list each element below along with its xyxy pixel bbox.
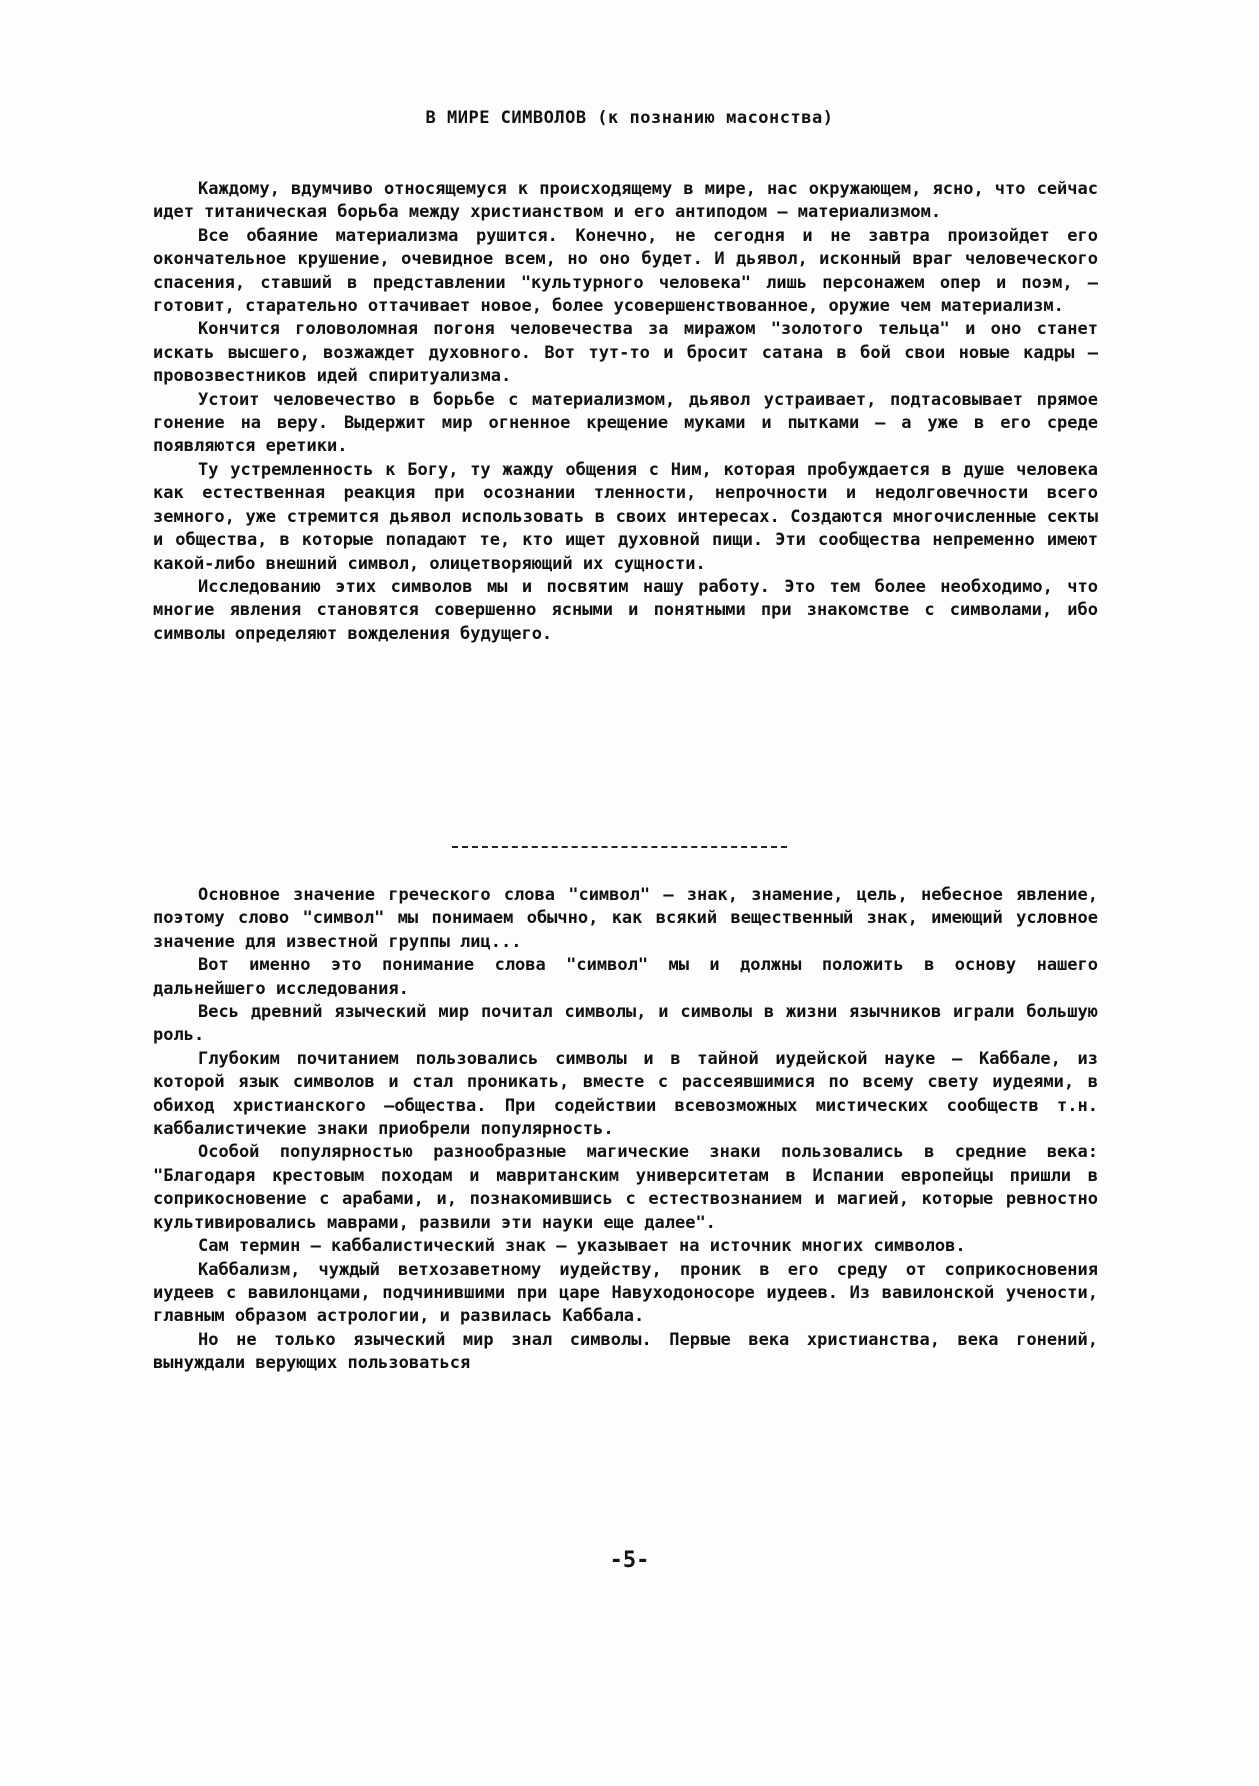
paragraph: Весь древний языческий мир почитал символы, и символы в жизни язычников играли большую роль. bbox=[153, 1002, 1098, 1046]
paragraph: Но не только языческий мир знал символы. Первые века христианства, века гонений, вынуждали верующих пользоваться bbox=[153, 1329, 1098, 1374]
page-number: -5- bbox=[609, 1548, 650, 1573]
paragraph: Ту устремленность к Богу, ту жажду общения с Ним, которая пробуждается в душе человека как естественная реакция при осознании тленности, непрочности и недолговечности всего земного, уже стремится дьявол использовать в своих интересах. Создаются многочисленные секты и общества, в которые попадают те, кто ищет духовной пищи. Эти сообщества непременно имеют какой-либо внешний символ, олицетворяющий их сущности. bbox=[153, 459, 1098, 574]
paragraph: Глубоким почитанием пользовались символы и в тайной иудейской науке – Каббале, из которой язык символов и стал проникать, вместе с рассеявшимися по всему свету иудеями, в обиход христианского –общества. При содействии всевозможных мистических сообществ т.н. каббалистичекие знаки приобрели популярность. bbox=[153, 1048, 1098, 1140]
section-divider bbox=[452, 846, 787, 848]
paragraph: Каждому, вдумчиво относящемуся к происходящему в мире, нас окружающем, ясно, что сейчас идет титаническая борьба между христианством и его антиподом – материализмом. bbox=[153, 179, 1098, 223]
main-section bbox=[153, 884, 1098, 1376]
intro-section bbox=[153, 178, 1098, 646]
paragraph: Все обаяние материализма рушится. Конечно, не сегодня и не завтра произойдет его окончательное крушение, очевидное всем, но оно будет. И дьявол, исконный враг человеческого спасения, ставший в представлении "культурного человека" лишь персонажем опер и поэм, – готовит, старательно оттачивает новое, более усовершенствованное, оружие чем материализм. bbox=[153, 225, 1098, 317]
paragraph: Исследованию этих символов мы и посвятим нашу работу. Это тем более необходимо, что многие явления становятся совершенно ясными и понятными при знакомстве с символами, ибо символы определяют вожделения будущего. bbox=[153, 576, 1098, 644]
page-title: В МИРЕ СИМВОЛОВ (к познанию масонства) bbox=[425, 108, 834, 128]
paragraph: Каббализм, чуждый ветхозаветному иудейству, проник в его среду от соприкосновения иудеев с вавилонцами, подчинившими при царе Навуходоносоре иудеев. Из вавилонской учености, главным образом астрологии, и развилась Каббала. bbox=[153, 1259, 1098, 1327]
paragraph: Устоит человечество в борьбе с материализмом, дьявол устраивает, подтасовывает прямое гонение на веру. Выдержит мир огненное крещение муками и пытками – а уже в его среде появляются еретики. bbox=[153, 389, 1098, 457]
paragraph: Особой популярностью разнообразные магические знаки пользовались в средние века: "Благодаря крестовым походам и мавританским университетам в Испании европейцы пришли в соприкосновение с арабами, и, познакомившись с естествознанием и магией, которые ревностно культивировались маврами, развили эти науки еще далее". bbox=[153, 1142, 1098, 1233]
paragraph: Кончится головоломная погоня человечества за миражом "золотого тельца" и оно станет искать высшего, возжаждет духовного. Вот тут-то и бросит сатана в бой свои новые кадры – провозвестников идей спиритуализма. bbox=[153, 319, 1098, 387]
paragraph: Основное значение греческого слова "символ" – знак, знамение, цель, небесное явление, поэтому слово "символ" мы понимаем обычно, как всякий вещественный знак, имеющий условное значение для известной группы лиц... bbox=[153, 885, 1098, 952]
paragraph: Сам термин – каббалистический знак – указывает на источник многих символов. bbox=[198, 1236, 966, 1257]
paragraph: Вот именно это понимание слова "символ" мы и должны положить в основу нашего дальнейшего исследования. bbox=[153, 955, 1098, 999]
